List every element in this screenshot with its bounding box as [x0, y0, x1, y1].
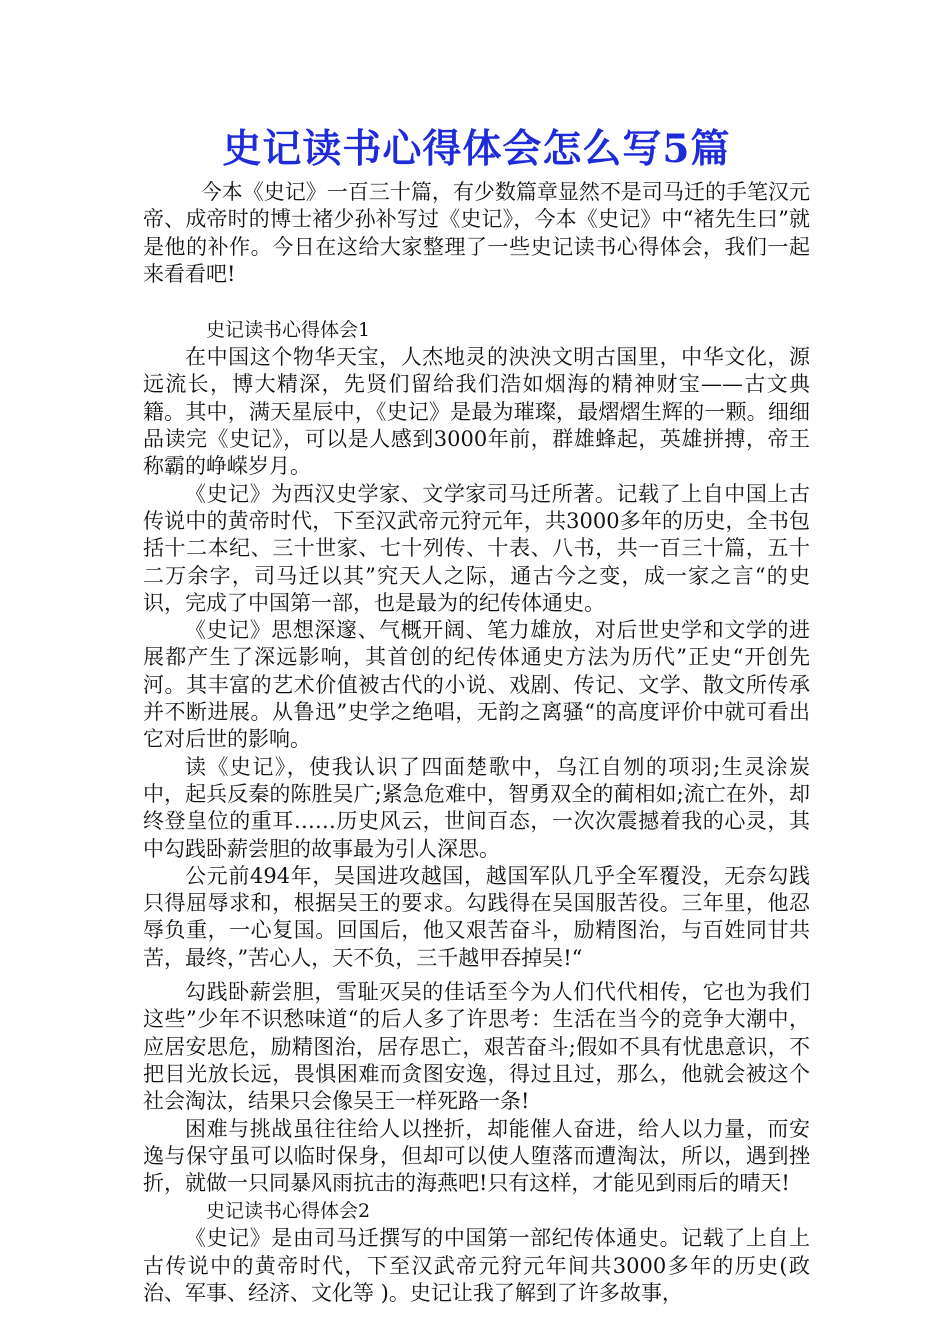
section-1 — [143, 316, 810, 1197]
body-paragraph: 勾践卧薪尝胆，雪耻灭吴的佳话至今为人们代代相传，它也为我们这些”少年不识愁味道“的后人多了许思考：生活在当今的竞争大潮中，应居安思危，励精图治，居存思亡，艰苦奋斗;假如不具有忧患意识，不把目光放长远，畏惧困难而贪图安逸，得过且过，那么，他就会被这个社会淘汰，结果只会像吴王一样死路一条! — [143, 980, 810, 1114]
blank-line — [143, 288, 810, 316]
body-paragraph: 困难与挑战虽往往给人以挫折，却能催人奋进，给人以力量，而安逸与保守虽可以临时保身，但却可以使人堕落而遭淘汰，所以，遇到挫折，就做一只同暴风雨抗击的海燕吧!只有这样，才能见到雨后的晴天! — [143, 1116, 810, 1196]
body-paragraph: 公元前494年，吴国进攻越国，越国军队几乎全军覆没，无奈勾践只得屈辱求和，根据吴王的要求。勾践得在吴国服苦役。三年里，他忍辱负重，一心复国。回国后，他又艰苦奋斗，励精图治，与百姓同甘共苦，最终，”苦心人，天不负，三千越甲吞掉吴!“ — [143, 863, 810, 970]
section-heading: 史记读书心得体会2 — [206, 1200, 371, 1223]
body-paragraph: 在中国这个物华天宝，人杰地灵的泱泱文明古国里，中华文化，源远流长，博大精深，先贤们留给我们浩如烟海的精神财宝——古文典籍。其中，满天星辰中，《史记》是最为璀璨，最熠熠生辉的一颗。细细品读完《史记》，可以是人感到3000年前，群雄蜂起，英雄拼搏，帝王称霸的峥嵘岁月。 — [143, 345, 810, 479]
section-2 — [143, 1197, 810, 1307]
body-paragraph: 《史记》为西汉史学家、文学家司马迁所著。记载了上自中国上古传说中的黄帝时代，下至汉武帝元狩元年，共3000多年的历史，全书包括十二本纪、三十世家、七十列传、十表、八书，共一百三十篇，五十二万余字，司马迁以其”究天人之际，通古今之变，成一家之言“的史识，完成了中国第一部，也是最为的纪传体通史。 — [143, 481, 810, 615]
body-paragraph: 《史记》思想深邃、气概开阔、笔力雄放，对后世史学和文学的进展都产生了深远影响，其首创的纪传体通史方法为历代”正史“开创先河。其丰富的艺术价值被古代的小说、戏剧、传记、文学、散文所传承并不断进展。从鲁迅”史学之绝唱，无韵之离骚“的高度评价中就可看出它对后世的影响。 — [143, 618, 810, 752]
document-title: 史记读书心得体会怎么写5篇 — [222, 126, 731, 172]
body-paragraph: 读《史记》，使我认识了四面楚歌中，乌江自刎的项羽;生灵涂炭中，起兵反秦的陈胜吴广;紧急危难中，智勇双全的蔺相如;流亡在外，却终登皇位的重耳……历史风云，世间百态，一次次震撼着我的心灵，其中勾践卧薪尝胆的故事最为引人深思。 — [143, 754, 810, 861]
body-paragraph: 《史记》是由司马迁撰写的中国第一部纪传体通史。记载了上自上古传说中的黄帝时代，下至汉武帝元狩元年间共3000多年的历史(政治、军事、经济、文化等 )。史记让我了解到了许多故事， — [143, 1226, 810, 1305]
section-heading: 史记读书心得体会1 — [206, 319, 371, 342]
intro-paragraph: 今本《史记》一百三十篇，有少数篇章显然不是司马迁的手笔汉元帝、成帝时的博士褚少孙补写过《史记》，今本《史记》中“褚先生曰”就是他的补作。今日在这给大家整理了一些史记读书心得体会，我们一起来看看吧! — [143, 180, 810, 286]
